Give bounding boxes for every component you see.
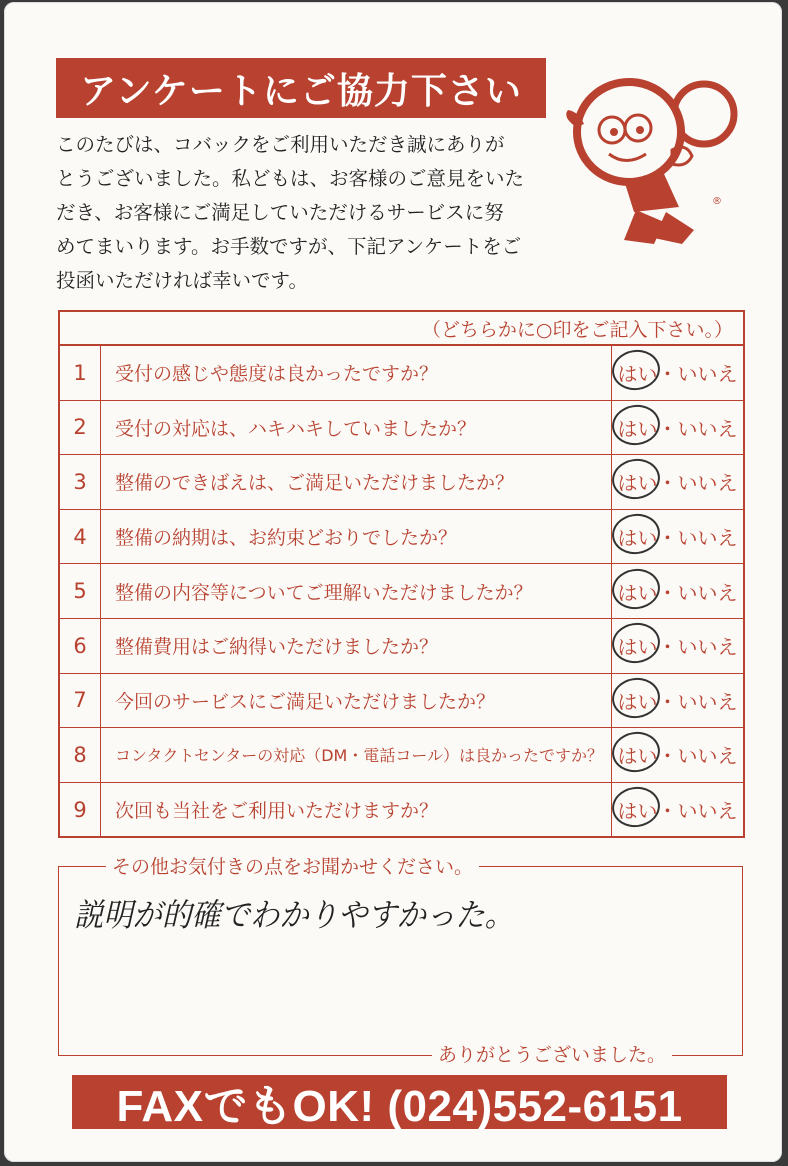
question-number: 7 bbox=[60, 674, 101, 728]
answer-no[interactable]: いいえ bbox=[677, 744, 738, 769]
fax-banner: FAXでもOK! (024)552-6151 bbox=[72, 1075, 727, 1129]
question-number: 6 bbox=[60, 619, 101, 673]
answer-yes[interactable]: はい bbox=[618, 522, 658, 551]
question-number: 9 bbox=[60, 783, 101, 837]
answer-choice[interactable] bbox=[612, 455, 743, 509]
table-row bbox=[60, 455, 743, 510]
answer-separator: ・ bbox=[657, 471, 678, 496]
handwritten-circle bbox=[609, 729, 662, 775]
table-row bbox=[60, 674, 743, 729]
answer-yes[interactable]: はい bbox=[618, 413, 658, 442]
question-text: 整備の納期は、お約束どおりでしたか？ bbox=[101, 510, 612, 564]
table-row bbox=[60, 783, 743, 837]
answer-yes[interactable]: はい bbox=[618, 577, 658, 606]
question-text: 受付の感じや態度は良かったですか？ bbox=[101, 346, 612, 400]
answer-yes[interactable]: はい bbox=[618, 467, 658, 496]
answer-yes[interactable]: はい bbox=[618, 795, 658, 824]
answer-choice[interactable] bbox=[612, 728, 743, 782]
survey-table bbox=[58, 310, 745, 838]
answer-no[interactable]: いいえ bbox=[677, 580, 738, 605]
question-text: 整備のできばえは、ご満足いただけましたか？ bbox=[101, 455, 612, 509]
handwritten-circle bbox=[609, 456, 662, 502]
question-number: 4 bbox=[60, 510, 101, 564]
answer-separator: ・ bbox=[657, 526, 678, 551]
intro-line: このたびは、コバックをご利用いただき誠にありが bbox=[56, 133, 505, 156]
table-row bbox=[60, 564, 743, 619]
answer-no[interactable]: いいえ bbox=[677, 799, 738, 824]
answer-no[interactable]: いいえ bbox=[677, 635, 738, 660]
handwritten-circle bbox=[609, 402, 662, 448]
table-row bbox=[60, 619, 743, 674]
table-row bbox=[60, 728, 743, 783]
survey-card bbox=[4, 2, 782, 1162]
answer-separator: ・ bbox=[657, 799, 678, 824]
table-row bbox=[60, 510, 743, 565]
answer-no[interactable]: いいえ bbox=[677, 416, 738, 441]
intro-line: 投函いただければ幸いです。 bbox=[56, 269, 308, 292]
answer-yes[interactable]: はい bbox=[618, 686, 658, 715]
page-title: アンケートにご協力下さい bbox=[56, 58, 546, 118]
question-number: 5 bbox=[60, 564, 101, 618]
answer-separator: ・ bbox=[657, 635, 678, 660]
answer-choice[interactable] bbox=[612, 564, 743, 618]
mascot-illustration bbox=[554, 72, 754, 252]
answer-separator: ・ bbox=[657, 362, 678, 387]
answer-separator: ・ bbox=[657, 689, 678, 714]
intro-line: めてまいります。お手数ですが、下記アンケートをご bbox=[56, 235, 522, 258]
intro-text bbox=[56, 128, 556, 298]
handwritten-circle bbox=[609, 620, 662, 666]
question-text: 整備の内容等についてご理解いただけましたか？ bbox=[101, 564, 612, 618]
question-text: コンタクトセンターの対応（DM・電話コール）は良かったですか？ bbox=[101, 728, 612, 782]
question-number: 3 bbox=[60, 455, 101, 509]
svg-text:®: ® bbox=[712, 196, 722, 207]
answer-separator: ・ bbox=[657, 580, 678, 605]
question-text: 整備費用はご納得いただけましたか？ bbox=[101, 619, 612, 673]
question-text: 今回のサービスにご満足いただけましたか？ bbox=[101, 674, 612, 728]
answer-choice[interactable] bbox=[612, 619, 743, 673]
answer-no[interactable]: いいえ bbox=[677, 526, 738, 551]
question-text: 受付の対応は、ハキハキしていましたか？ bbox=[101, 401, 612, 455]
answer-no[interactable]: いいえ bbox=[677, 362, 738, 387]
answer-choice[interactable] bbox=[612, 346, 743, 400]
answer-no[interactable]: いいえ bbox=[677, 471, 738, 496]
answer-choice[interactable] bbox=[612, 783, 743, 837]
answer-yes[interactable]: はい bbox=[618, 358, 658, 387]
intro-line: だき、お客様にご満足していただけるサービスに努 bbox=[56, 201, 504, 224]
handwritten-comment-text: 説明が的確でわかりやすかった。 bbox=[74, 896, 514, 934]
question-number: 1 bbox=[60, 346, 101, 400]
answer-no[interactable]: いいえ bbox=[677, 689, 738, 714]
answer-separator: ・ bbox=[657, 416, 678, 441]
intro-line: とうございました。私どもは、お客様のご意見をいた bbox=[56, 167, 525, 190]
table-row bbox=[60, 401, 743, 456]
handwritten-circle bbox=[609, 511, 662, 557]
survey-instruction: （どちらかに○印をご記入下さい。） bbox=[60, 312, 743, 346]
thanks-text: ありがとうございました。 bbox=[432, 1040, 672, 1067]
handwritten-comment bbox=[70, 890, 530, 938]
answer-choice[interactable] bbox=[612, 674, 743, 728]
handwritten-circle bbox=[609, 347, 662, 393]
answer-choice[interactable] bbox=[612, 401, 743, 455]
question-text: 次回も当社をご利用いただけますか？ bbox=[101, 783, 612, 837]
handwritten-circle bbox=[609, 675, 662, 721]
answer-yes[interactable]: はい bbox=[618, 631, 658, 660]
handwritten-circle bbox=[609, 784, 662, 830]
question-number: 8 bbox=[60, 728, 101, 782]
table-row bbox=[60, 346, 743, 401]
comment-label: その他お気付きの点をお聞かせください。 bbox=[106, 852, 479, 879]
answer-yes[interactable]: はい bbox=[618, 740, 658, 769]
answer-choice[interactable] bbox=[612, 510, 743, 564]
answer-separator: ・ bbox=[657, 744, 678, 769]
question-number: 2 bbox=[60, 401, 101, 455]
